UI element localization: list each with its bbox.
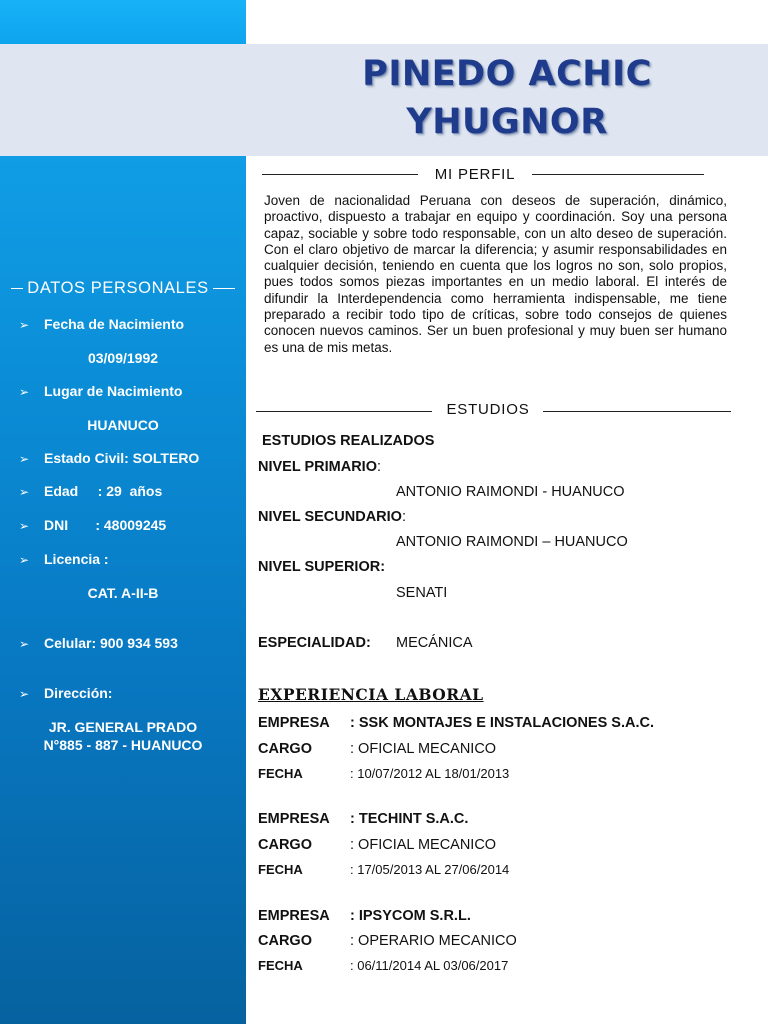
dni-item [19, 517, 166, 533]
phone-item [19, 635, 178, 651]
name-line-2: YHUGNOR [406, 102, 608, 142]
dni: DNI : 48009245 [44, 517, 167, 533]
superior-school: SENATI [396, 585, 448, 601]
company-row: : SSK MONTAJES E INSTALACIONES S.A.C. [350, 715, 654, 731]
arrow-bullet-icon: ➢ [19, 385, 30, 399]
date-range: : 10/07/2012 AL 18/01/2013 [350, 766, 510, 781]
primary-level-row: NIVEL PRIMARIO: [258, 459, 381, 475]
birth-place-label: Lugar de Nacimiento [44, 383, 183, 399]
role-label: CARGO [258, 933, 312, 949]
address-label-item [19, 685, 112, 701]
primary-school: ANTONIO RAIMONDI - HUANUCO [396, 484, 625, 500]
company-label: EMPRESA [258, 811, 330, 827]
license: CAT. A-II-B [87, 585, 159, 601]
license-label: Licencia : [44, 551, 109, 567]
arrow-bullet-icon: ➢ [19, 452, 30, 466]
date-range: : 17/05/2013 AL 27/06/2014 [350, 862, 510, 877]
age-item [19, 483, 162, 499]
role: : OFICIAL MECANICO [350, 837, 497, 853]
address-line-2: N°885 - 887 - HUANUCO [43, 737, 203, 753]
studies-title: ESTUDIOS [446, 401, 530, 418]
divider [11, 288, 23, 289]
arrow-bullet-icon: ➢ [19, 318, 30, 332]
arrow-bullet-icon: ➢ [19, 485, 30, 499]
divider [543, 411, 731, 412]
company-name: SSK MONTAJES E INSTALACIONES S.A.C. [358, 715, 654, 731]
birth-date: 03/09/1992 [87, 350, 159, 366]
divider [256, 411, 432, 412]
birth-place: HUANUCO [87, 417, 159, 433]
address [0, 718, 246, 754]
experience-title: EXPERIENCIA LABORAL [258, 685, 484, 704]
specialty: MECÁNICA [396, 635, 473, 651]
phone: Celular: 900 934 593 [44, 635, 178, 651]
studies-subtitle: ESTUDIOS REALIZADOS [262, 433, 435, 449]
divider [532, 174, 704, 175]
role-label: CARGO [258, 741, 312, 757]
primary-level-label: NIVEL PRIMARIO [258, 459, 377, 475]
address-line-1: JR. GENERAL PRADO [48, 719, 198, 735]
date-label: FECHA [258, 958, 303, 973]
company-name: TECHINT S.A.C. [358, 811, 469, 827]
civil-status-item [19, 450, 199, 466]
company-label: EMPRESA [258, 908, 330, 924]
candidate-name [246, 50, 768, 146]
specialty-label: ESPECIALIDAD: [258, 635, 371, 651]
date-label: FECHA [258, 766, 303, 781]
company-row: : TECHINT S.A.C. [350, 811, 469, 827]
company-row: : IPSYCOM S.R.L. [350, 908, 471, 924]
date-label: FECHA [258, 862, 303, 877]
name-line-1: PINEDO ACHIC [362, 54, 652, 94]
secondary-level-label: NIVEL SECUNDARIO [258, 509, 402, 525]
company-label: EMPRESA [258, 715, 330, 731]
license-label-item [19, 551, 109, 567]
sidebar-top-band [0, 0, 246, 44]
role: : OFICIAL MECANICO [350, 741, 497, 757]
civil-status: Estado Civil: SOLTERO [44, 450, 200, 466]
role: : OPERARIO MECANICO [350, 933, 517, 949]
divider [262, 174, 418, 175]
divider [213, 288, 235, 289]
arrow-bullet-icon: ➢ [19, 637, 30, 651]
personal-data-heading [0, 279, 246, 298]
birth-date-label-item [19, 316, 184, 332]
address-label: Dirección: [44, 685, 113, 701]
superior-level-label: NIVEL SUPERIOR: [258, 559, 386, 575]
secondary-level-row: NIVEL SECUNDARIO: [258, 509, 406, 525]
birth-date-label: Fecha de Nacimiento [44, 316, 185, 332]
profile-title: MI PERFIL [434, 166, 516, 183]
arrow-bullet-icon: ➢ [19, 553, 30, 567]
secondary-school: ANTONIO RAIMONDI – HUANUCO [396, 534, 628, 550]
arrow-bullet-icon: ➢ [19, 687, 30, 701]
company-name: IPSYCOM S.R.L. [358, 908, 471, 924]
role-label: CARGO [258, 837, 312, 853]
date-range: : 06/11/2014 AL 03/06/2017 [350, 958, 509, 973]
profile-text: Joven de nacionalidad Peruana con deseos de superación, dinámico, proactivo, dispuesto a trabajar en equipo y coordinación. Soy una persona capaz, sociable y sobre todo responsable, con un alto deseo de superación. Con el claro objetivo de marcar la diferencia; y asumir responsabilidades en cualquier decisión, teniendo en cuenta que los logros no son, solo propios, pues todos somos piezas importantes en un medio laboral. El interés de difundir la Interdependencia como herramienta indispensable, me tiene preparado a recibir todo tipo de críticas, sobre todo consejos de quienes conocen nuevos caminos. Ser un buen profesional y muy buen ser humano es una de mis metas. [264, 193, 727, 355]
arrow-bullet-icon: ➢ [19, 519, 30, 533]
personal-data-title: DATOS PERSONALES [27, 279, 209, 297]
age: Edad : 29 años [44, 483, 163, 499]
birth-place-label-item [19, 383, 182, 399]
